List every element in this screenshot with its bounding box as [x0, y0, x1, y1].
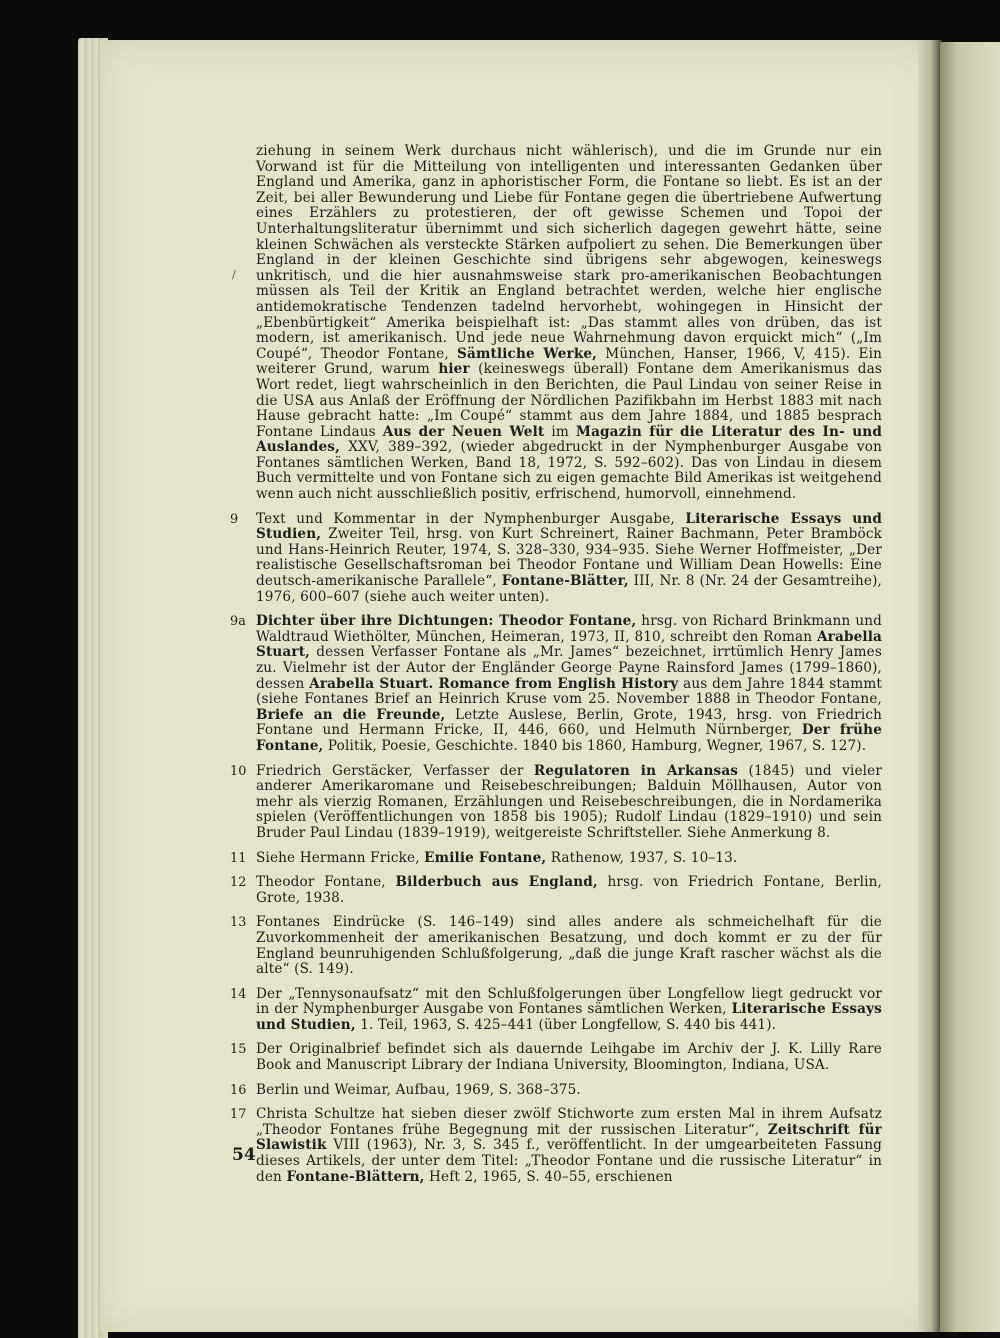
footnote-text: [256, 512, 882, 606]
footnote: [230, 849, 882, 867]
footnote-bold-title: Literarische Essays und Studien,: [256, 510, 882, 543]
footnote-text-run: Berlin und Weimar, Aufbau, 1969, S. 368–375.: [256, 1081, 581, 1098]
footnote-list: [230, 510, 883, 1186]
facing-page-edge: [940, 42, 1000, 1332]
footnote-number: 17: [230, 1107, 247, 1123]
footnote-text-run: Heft 2, 1965, S. 40–55, erschienen: [424, 1168, 673, 1185]
footnote-text-run: 1. Teil, 1963, S. 425–441 (über Longfellow, S. 440 bis 441).: [355, 1016, 777, 1033]
footnote-text: [256, 987, 882, 1034]
footnote-text: [256, 915, 882, 977]
intro-paragraph: ziehung in seinem Werk durchaus nicht wählerisch), und die im Grunde nur ein Vorwand ist für die Mitteilung von intelligenten und interessanten Gedanken über England und Amerika, ganz in aphoristischer Form, die Fontane so liebt. Es ist an der Zeit, bei aller Bewunderung und Liebe für Fontane gegen die übertriebene Aufwertung eines Erzählers zu protestieren, der oft gewisse Schemen und Topoi der Unterhaltungsliteratur übernimmt und sich sicherlich dagegen gewehrt hätte, seine kleinen Schwächen als versteckte Stärken aufpoliert zu sehen. Die Bemerkungen über England in der kleinen Geschichte sind übrigens sehr abgewogen, keineswegs unkritisch, und die hier ausnahmsweise stark pro-amerikanischen Beobachtungen müssen als Teil der Kritik an England betrachtet werden, welche hier englische antidemokratische Tendenzen tadelnd hervorhebt, wohingegen in Hinsicht der „Ebenbürtigkeit“ Amerika beispielhaft ist: „Das stammt alles von drüben, das ist modern, ist amerikanisch. Und jede neue Wahrnehmung davon erquickt mich“ („Im Coupé“, Theodor Fontane, Sämtliche Werke, München, Hanser, 1966, V, 415). Ein weiterer Grund, warum hier (keineswegs überall) Fontane dem Amerikanismus das Wort redet, liegt wahrscheinlich in den Berichten, die Paul Lindau von seiner Reise in die USA aus Anlaß der Eröffnung der Nördlichen Pazifikbahn im Herbst 1883 mit nach Hause gebracht hatte: „Im Coupé“ stammt aus dem Jahre 1884, und 1885 besprach Fontane Lindaus Aus der Neuen Welt im Magazin für die Literatur des In- und Auslandes, XXV, 389–392, (wieder abgedruckt in der Nymphenburger Ausgabe von Fontanes sämtlichen Werken, Band 18, 1972, S. 592–602). Das von Lindau in diesem Buch vermittelte und von Fontane sich zu eigen gemachte Bild Amerikas ist weitgehend wenn auch nicht ausschließlich positiv, erfrischend, humorvoll, einnehmend.: [256, 143, 883, 503]
footnote-text-run: Letzte Auslese, Berlin, Grote, 1943, hrsg. von Friedrich Fontane und Hermann Fricke, II, 446, 660, und Helmuth Nürnberger,: [256, 706, 882, 739]
pencil-mark: /: [232, 268, 236, 281]
footnote: [230, 1081, 882, 1099]
footnote-number: 16: [230, 1082, 247, 1098]
footnote-bold-title: Fontane-Blättern,: [286, 1168, 425, 1185]
footnote-text-run: III, Nr. 8 (Nr. 24 der Gesamtreihe), 1976, 600–607 (siehe auch weiter unten).: [256, 573, 882, 605]
footnote-text-run: hrsg. von Friedrich Fontane, Berlin, Grote, 1938.: [256, 874, 882, 906]
footnote-text-run: Politik, Poesie, Geschichte. 1840 bis 1860, Hamburg, Wegner, 1967, S. 127).: [323, 737, 867, 754]
page-number: 54: [232, 1145, 256, 1165]
book-gutter: [918, 40, 942, 1332]
footnote-bold-title: Der frühe Fontane,: [256, 722, 883, 754]
footnote-text-run: Der „Tennysonaufsatz“ mit den Schlußfolgerungen über Longfellow liegt gedruckt vor in der Nymphenburger Ausgabe von Fontanes sämtlichen Werken,: [256, 985, 882, 1018]
footnote: [230, 613, 883, 754]
footnote-bold-title: Emilie Fontane,: [424, 849, 547, 866]
footnote-bold-title: Briefe an die Freunde,: [256, 706, 446, 723]
footnote: [230, 874, 882, 906]
footnote-text-run: Text und Kommentar in der Nymphenburger Ausgabe,: [256, 510, 686, 527]
footnote-bold-title: Bilderbuch aus England,: [395, 874, 598, 891]
footnote-text: [256, 1107, 882, 1185]
footnote: [230, 985, 882, 1034]
footnote-bold-title: Dichter über ihre Dichtungen: Theodor Fontane,: [256, 613, 637, 630]
footnote-text-run: Theodor Fontane,: [256, 874, 396, 891]
footnote-text-run: Zweiter Teil, hrsg. von Kurt Schreinert, Rainer Bachmann, Peter Bramböck und Hans-Heinrich Reuter, 1974, S. 328–330, 934–935. Siehe Werner Hoffmeister, „Der realistische Gesellschaftsroman bei Theodor Fontane und William Dean Howells: Eine deutsch-amerikanische Parallele“,: [256, 526, 882, 590]
footnote-text-run: hrsg. von Richard Brinkmann und Waldtraud Wiethölter, München, Heimeran, 1973, II, 810, schreibt den Roman: [256, 613, 882, 645]
footnote-number: 12: [230, 875, 247, 891]
footnote-number: 11: [230, 850, 247, 866]
footnote-text-run: dessen Verfasser Fontane als „Mr. James“ bezeichnet, irrtümlich Henry James zu. Vielmehr ist der Autor der Engländer George Payne Rainsford James (1799–1860), dessen: [256, 644, 882, 692]
footnote-text-run: Der Originalbrief befindet sich als dauernde Leihgabe im Archiv der J. K. Lilly Rare Book and Manuscript Library der Indiana University, Bloomington, Indiana, USA.: [256, 1041, 882, 1074]
footnote-text: [256, 614, 882, 754]
footnote: [230, 914, 882, 978]
footnote-text-run: Friedrich Gerstäcker, Verfasser der: [256, 762, 534, 779]
footnote-text: [256, 1042, 882, 1073]
footnote-bold-title: Arabella Stuart. Romance from English History: [309, 675, 679, 692]
footnote-bold-title: Fontane-Blätter,: [501, 573, 629, 590]
footnote-text-run: (1845) und vieler anderer Amerikaromane und Reisebeschreibungen; Balduin Möllhausen, Autor von mehr als vierzig Romanen, Erzählungen und Reisebeschreibungen, die in Nordamerika spielen (Veröffentlichungen von 1858 bis 1905); Rudolf Lindau (1829–1910) und sein Bruder Paul Lindau (1839–1919), weitgereiste Schriftsteller. Siehe Anmerkung 8.: [256, 762, 883, 841]
footnote-number: 9a: [230, 614, 247, 630]
footnote-text-run: Christa Schultze hat sieben dieser zwölf Stichworte zum ersten Mal in ihrem Aufsatz „Theodor Fontanes frühe Begegnung mit der russischen Literatur“,: [256, 1106, 882, 1138]
footnote-bold-title: Zeitschrift für Slawistik: [256, 1121, 882, 1154]
page-text: [230, 143, 883, 1185]
footnote-text: [256, 764, 882, 842]
footnote-number: 10: [230, 763, 247, 779]
footnote-text: [256, 851, 882, 867]
footnote-text-run: Rathenow, 1937, S. 10–13.: [546, 849, 738, 866]
footnote-number: 9: [230, 511, 239, 527]
footnote-text-run: Fontanes Eindrücke (S. 146–149) sind alles andere als schmeichelhaft für die Zuvorkommenheit der amerikanischen Besatzung, und doch kommt er zu der für England beunruhigenden Schlußfolgerung, „daß die junge Kraft rascher wächst als die alte“ (S. 149).: [256, 914, 882, 978]
footnote-text-run: Siehe Hermann Fricke,: [256, 849, 425, 866]
footnote: [230, 762, 883, 842]
footnote-bold-title: Regulatoren in Arkansas: [533, 762, 739, 779]
footnote: [230, 1041, 882, 1074]
footnote-bold-title: Literarische Essays und Studien,: [256, 1001, 882, 1033]
footnote-text-run: VIII (1963), Nr. 3, S. 345 f., veröffentlicht. In der umgearbeiteten Fassung dieses Artikels, der unter dem Titel: „Theodor Fontane und die russische Literatur“ in den: [256, 1137, 882, 1185]
footnote-number: 13: [230, 915, 247, 931]
footnote-bold-title: Arabella Stuart,: [256, 628, 882, 661]
footnote-text: [256, 1083, 882, 1099]
footnote-text: [256, 875, 882, 906]
footnote-number: 14: [230, 986, 247, 1002]
footnote: [230, 510, 882, 606]
footnote-number: 15: [230, 1042, 247, 1058]
footnote-text-run: aus dem Jahre 1844 stammt (siehe Fontanes Brief an Heinrich Kruse vom 25. November 1888 in Theodor Fontane,: [256, 675, 882, 708]
